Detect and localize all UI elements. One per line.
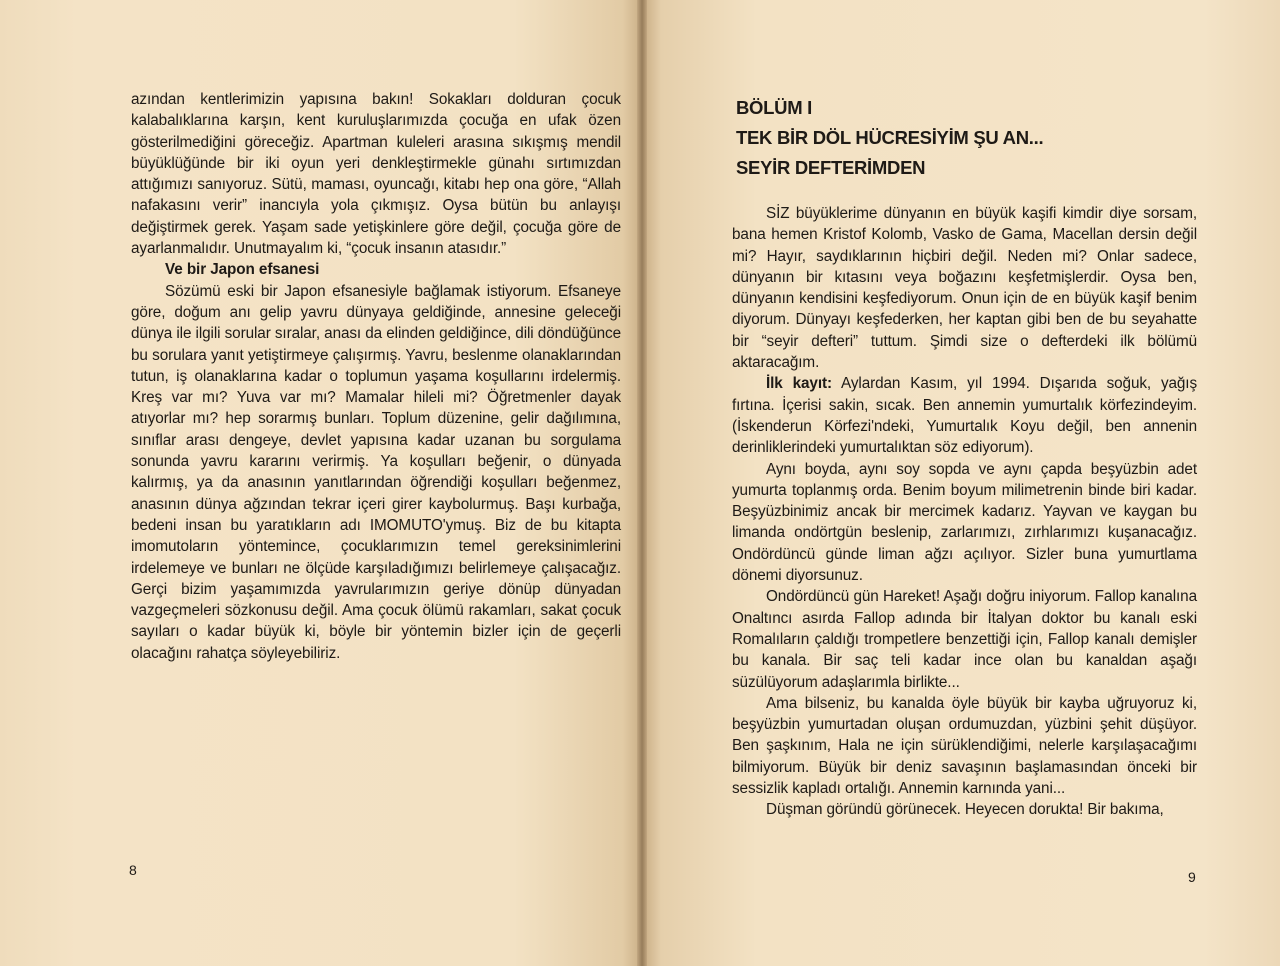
left-paragraph-1: azından kentlerimizin yapısına bakın! Sokakları dolduran çocuk kalabalıklarına karşın, kent kuruluşlarımızda çocuğa en ufak özen gösterilmediğini göreceğiz. Apartman kuleleri arasına sıkışmış mendil büyüklüğünde bir iki oyun yeri denkleştirmekle günahı sırtımızdan attığımızı sanıyoruz. Sütü, maması, oyuncağı, kitabı hep ona göre, “Allah nafakasını verir” inancıyla yola çıkmışız. Oysa bütün bu anlayışı değiştirmek gerek. Yaşam sade yetişkinlere göre değil, çocuğa göre de ayarlanmalıdır. Unutmayalım ki, “çocuk insanın atasıdır.” xyxy=(131,91,621,258)
right-paragraph-2 xyxy=(732,373,1197,458)
right-page xyxy=(642,0,1280,966)
right-paragraph-6: Düşman göründü görünecek. Heyecen dorukta! Bir bakıma, xyxy=(766,801,1164,819)
page-number-left: 8 xyxy=(129,862,137,878)
chapter-number: BÖLÜM I xyxy=(736,97,813,118)
entry-text: Aylardan Kasım, yıl 1994. Dışarıda soğuk, yağış fırtına. İçerisi sakin, sıcak. Ben annemin yumurtalık körfezindeyim. (İskenderun Körfezi'ndeki, Yumurtalık Koyu değil, ben annenin derinliklerindeki yumurtalıktan söz ediyorum). xyxy=(732,375,1198,457)
left-paragraph-2: Sözümü eski bir Japon efsanesiyle bağlamak istiyorum. Efsaneye göre, doğum anı gelip yavru dünyaya geldiğinde, annesine geleceği dünya ile ilgili sorular sıralar, anası da elinden geldiğince, dili döndüğünce bu sorulara yanıt yetiştirmeye çalışırmış. Yavru, beslenme olanaklarından tutun, iş olanaklarına kadar o toplumun yaşama koşullarını irdelermiş. Kreş var mı? Yuva var mı? Mamalar hileli mi? Öğretmenler dayak atıyorlar mı? hep sorarmış bunları. Toplum düzenine, gelir dağılımına, sınıflar arası dengeye, devlet yapısına kadar uzanan bu sorgulama sonunda yavru kararını verirmiş. Ya koşulları beğenir, o dünyada kalırmış, ya da anasının yanıtlarından öğrendiği koşulları beğenmez, anasının dünya ağzından tekrar içeri girer kaybolurmuş. Başı kurbağa, bedeni insan bu yaratıkların adı IMOMUTO'ymuş. Biz de bu kitapta imomutoların yöntemince, çocuklarımızın temel gereksinimlerini irdelemeye ve bunları ne ölçüde karşıladığımızı belirlemeye çalışacağız. Gerçi bizim yaşamımızda yavrularımızın geriye dönüp dünyadan vazgeçmeleri sözkonusu değil. Ama çocuk ölümü rakamları, sakat çocuk sayıları o kadar büyük ki, böyle bir yöntemin bizler için de geçerli olacağını rahatça söyleyebiliriz. xyxy=(131,282,621,662)
left-text-column xyxy=(131,89,621,664)
section-subheading: Ve bir Japon efsanesi xyxy=(165,261,320,279)
chapter-heading xyxy=(736,93,1043,183)
book-gutter xyxy=(637,0,647,966)
page-number-right: 9 xyxy=(1188,869,1196,885)
right-paragraph-3: Aynı boyda, aynı soy sopda ve aynı çapda beşyüzbin adet yumurta toplanmış orda. Benim boyum milimetrenin binde biri kadar. Beşyüzbinimiz ancak bir mercimek kadarız. Yayvan ve kaygan bu limanda ondörtgün beslenip, zarlarımızı, zırhlarımızı kuşanacağız. Ondördüncü günde liman ağzı açılıyor. Sizler buna yumurtlama dönemi diyorsunuz. xyxy=(732,460,1197,585)
entry-lead: İlk kayıt: xyxy=(766,375,832,393)
right-text-column xyxy=(732,203,1197,821)
chapter-title-line-1: TEK BİR DÖL HÜCRESİYİM ŞU AN... xyxy=(736,127,1044,148)
right-paragraph-4: Ondördüncü gün Hareket! Aşağı doğru iniyorum. Fallop kanalına Onaltıncı asırda Fallop adında bir İtalyan doktor bu kanalı eski Romalıların çaldığı trompetlere benzettiği için, Fallop kanalı demişler bu kanala. Bir saç teli kadar ince olan bu kanaldan aşağı süzülüyorum adaşlarımla birlikte... xyxy=(732,588,1197,691)
right-paragraph-1: SİZ büyüklerime dünyanın en büyük kaşifi kimdir diye sorsam, bana hemen Kristof Kolomb, Vasko de Gama, Macellan dersin değil mi? Hayır, saydıklarının hiçbiri değil. Neden mi? Onlar sadece, dünyanın bir kıtasını veya boğazını keşfetmişlerdir. Oysa ben, dünyanın kendisini keşfediyorum. Onun için de en büyük kaşif benim diyorum. Dünyayı keşfederken, her kaptan gibi ben de bu seyahatte bir “seyir defteri” tuttum. Şimdi size o defterdeki ilk bölümü aktaracağım. xyxy=(732,205,1197,372)
right-paragraph-5: Ama bilseniz, bu kanalda öyle büyük bir kayba uğruyoruz ki, beşyüzbin yumurtadan oluşan ordumuzdan, yüzbini şehit düşüyor. Ben şaşkınım, Hala ne için sürüklendiğimi, nelerle karşılaşacağımı bilmiyorum. Büyük bir deniz savaşının başlamasından önceki bir sessizlik kapladı ortalığı. Annemin karnında yani... xyxy=(732,694,1197,798)
chapter-title-line-2: SEYİR DEFTERİMDEN xyxy=(736,157,926,178)
